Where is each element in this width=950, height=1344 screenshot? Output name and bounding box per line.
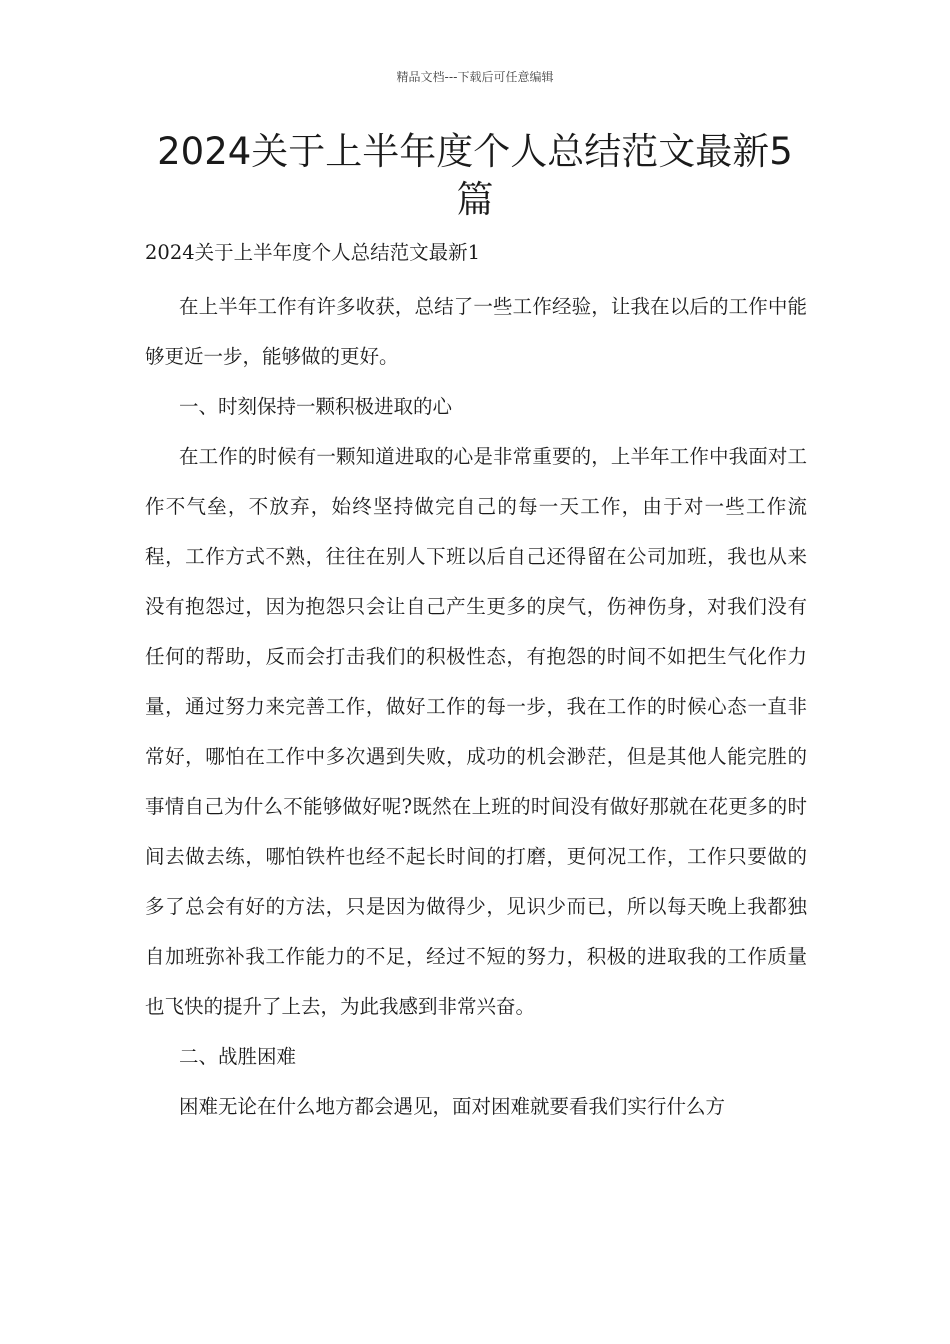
paragraph-intro: 在上半年工作有许多收获，总结了一些工作经验，让我在以后的工作中能够更近一步，能够做的更好。 [145,295,807,368]
document-body [145,232,807,1132]
section-heading-2: 二、战胜困难 [179,1045,297,1068]
paragraph-section-2: 困难无论在什么地方都会遇见，面对困难就要看我们实行什么方 [179,1095,726,1118]
section-heading-1: 一、时刻保持一颗积极进取的心 [179,395,453,418]
header-note: 精品文档---下载后可任意编辑 [396,70,554,84]
document-title: 2024关于上半年度个人总结范文最新5篇 [157,130,793,221]
section-subtitle: 2024关于上半年度个人总结范文最新1 [145,241,481,264]
paragraph-section-1: 在工作的时候有一颗知道进取的心是非常重要的，上半年工作中我面对工作不气垒，不放弃，始终坚持做完自己的每一天工作，由于对一些工作流程，工作方式不熟，往往在别人下班以后自己还得留在公司加班，我也从来没有抱怨过，因为抱怨只会让自己产生更多的戾气，伤神伤身，对我们没有任何的帮助，反而会打击我们的积极性态，有抱怨的时间不如把生气化作力量，通过努力来完善工作，做好工作的每一步，我在工作的时候心态一直非常好，哪怕在工作中多次遇到失败，成功的机会渺茫，但是其他人能完胜的事情自己为什么不能够做好呢?既然在上班的时间没有做好那就在花更多的时间去做去练，哪怕铁杵也经不起长时间的打磨，更何况工作，工作只要做的多了总会有好的方法，只是因为做得少，见识少而已，所以每天晚上我都独自加班弥补我工作能力的不足，经过不短的努力，积极的进取我的工作质量也飞快的提升了上去，为此我感到非常兴奋。 [145,445,807,1018]
